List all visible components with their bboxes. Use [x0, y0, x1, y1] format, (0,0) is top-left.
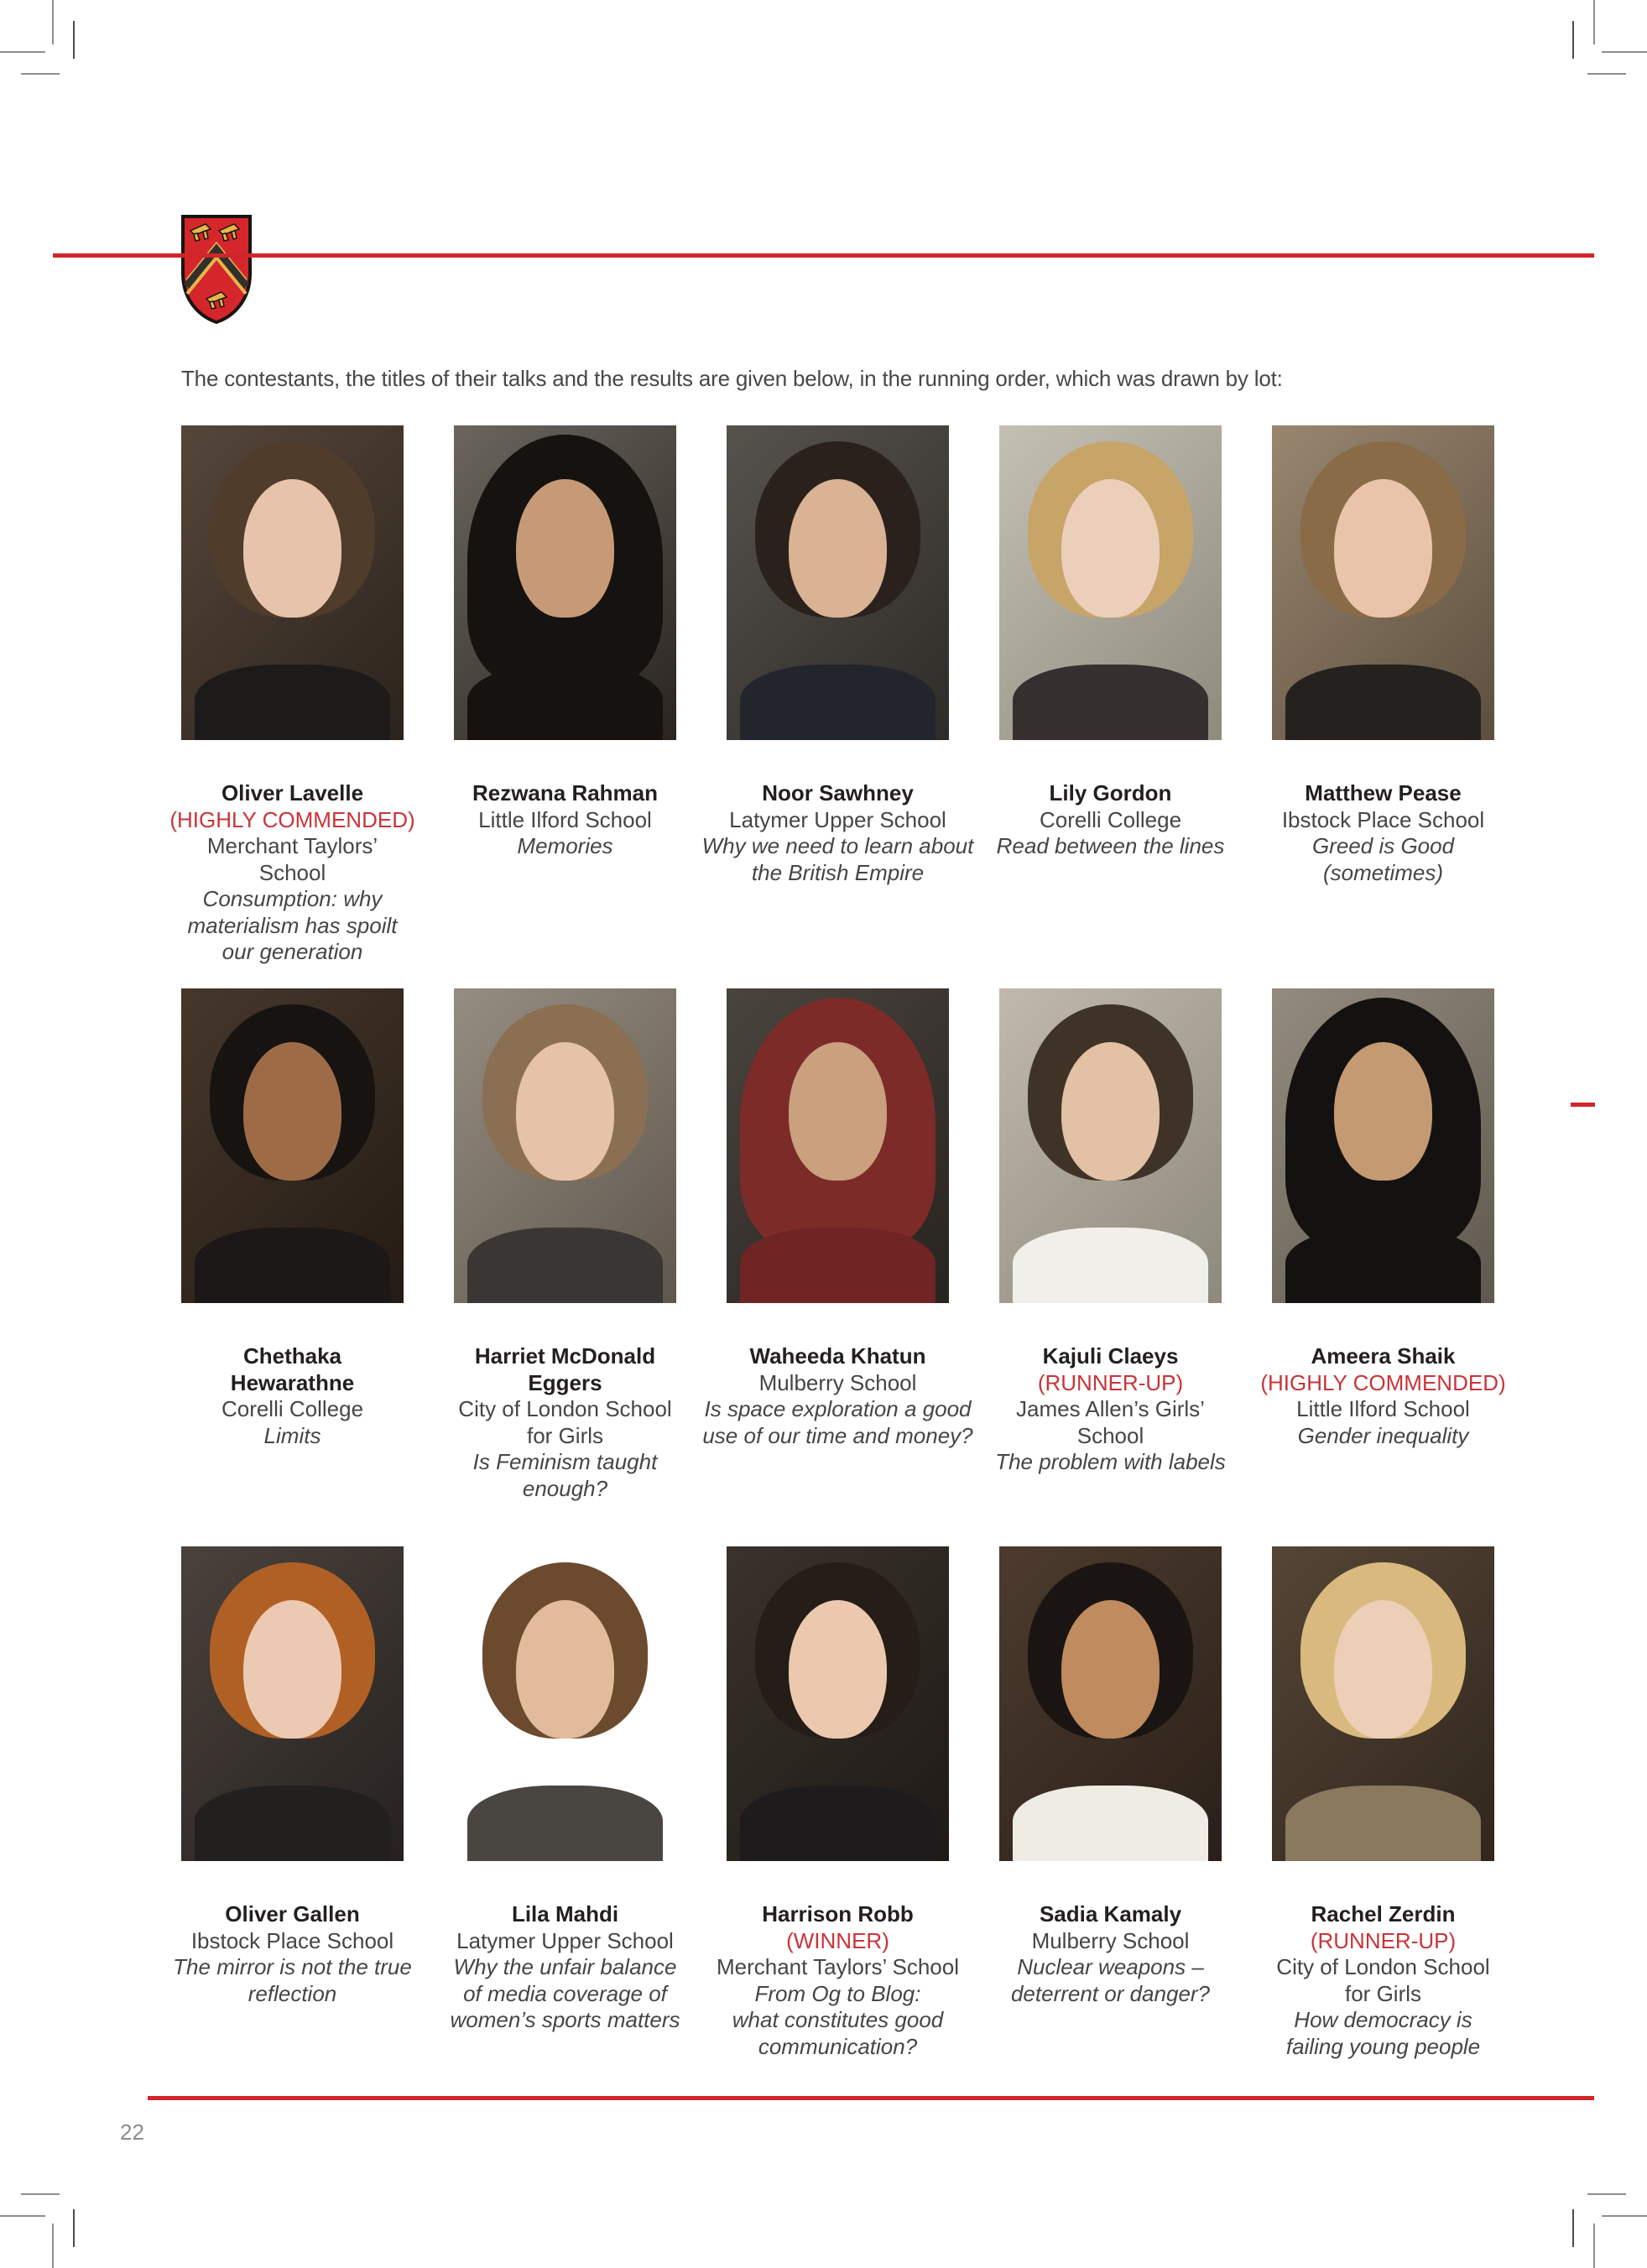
contestant-name	[154, 1901, 431, 1928]
talk-title	[700, 1396, 977, 1449]
portrait-shoulders	[1285, 665, 1481, 740]
crop-mark	[1602, 51, 1647, 53]
portrait-shoulders	[1285, 1786, 1481, 1861]
school-name-line: James Allen’s Girls’	[1016, 1396, 1205, 1421]
portrait-face	[516, 479, 614, 618]
crop-mark	[1602, 2215, 1647, 2217]
contestant-name	[427, 1901, 704, 1928]
school-name-line: Latymer Upper School	[729, 806, 946, 832]
award-label: (WINNER)	[786, 1927, 889, 1953]
talk-title-line: The problem with labels	[995, 1449, 1226, 1474]
crop-mark	[73, 2209, 75, 2247]
school-name-line: Merchant Taylors’ School	[716, 1954, 960, 1979]
school-name	[972, 1396, 1249, 1449]
portrait-face	[1334, 1042, 1432, 1181]
contestant-name-line: Lila Mahdi	[511, 1901, 619, 1926]
portrait-photo	[454, 425, 676, 740]
school-name	[1245, 807, 1522, 834]
contestant-card	[1272, 425, 1494, 966]
school-name	[700, 1370, 977, 1397]
portrait-photo	[181, 988, 404, 1303]
contestant-name-line: Ameera Shaik	[1311, 1343, 1456, 1369]
portrait-shoulders	[1285, 1228, 1481, 1303]
talk-title	[154, 886, 431, 966]
school-name-line: City of London School	[1276, 1954, 1490, 1979]
talk-title-line: Is Feminism taught	[472, 1449, 658, 1474]
school-name	[700, 807, 977, 834]
portrait-face	[243, 1600, 341, 1739]
portrait-photo	[1272, 1546, 1494, 1861]
portrait-photo	[454, 1546, 676, 1861]
talk-title-line: reflection	[248, 1980, 337, 2006]
portrait-shoulders	[467, 1228, 663, 1303]
portrait-face	[243, 1042, 341, 1181]
talk-title	[427, 1954, 704, 2034]
talk-title-line: How democracy is	[1294, 2007, 1472, 2032]
contestant-card	[173, 1546, 412, 2060]
talk-title	[427, 1449, 704, 1502]
school-name-line: for Girls	[527, 1422, 603, 1448]
contestant-name	[972, 1901, 1249, 1928]
crop-mark	[21, 73, 60, 75]
contestant-card	[1272, 1546, 1494, 2060]
talk-title-line: failing young people	[1285, 2033, 1481, 2059]
page-number: 22	[120, 2119, 144, 2145]
award-label: (HIGHLY COMMENDED)	[169, 806, 415, 832]
school-name	[427, 1396, 704, 1449]
school-crest-icon	[180, 213, 253, 326]
talk-title	[972, 1954, 1249, 2007]
school-name	[154, 1928, 431, 1955]
talk-title-line: From Og to Blog:	[754, 1980, 921, 2006]
talk-title-line: (sometimes)	[1322, 859, 1443, 885]
crop-mark	[1572, 2209, 1574, 2247]
school-name	[972, 1928, 1249, 1955]
portrait-shoulders	[467, 665, 663, 740]
contestant-name	[1245, 1343, 1522, 1370]
portrait-face	[516, 1042, 614, 1181]
portrait-shoulders	[195, 665, 390, 740]
portrait-photo	[181, 425, 404, 740]
contestant-name	[700, 1343, 977, 1370]
contestant-name-line: Matthew Pease	[1305, 780, 1462, 806]
portrait-shoulders	[195, 1786, 390, 1861]
talk-title-line: Memories	[517, 833, 613, 858]
school-name	[972, 807, 1249, 834]
talk-title	[700, 1981, 977, 2061]
intro-text: The contestants, the titles of their talks and the results are given below, in the running order, which was drawn by lot:	[181, 366, 1283, 391]
talk-title	[1245, 833, 1522, 886]
portrait-photo	[727, 1546, 949, 1861]
school-name	[427, 807, 704, 834]
contestant-name	[427, 1343, 704, 1396]
footer-rule	[148, 2096, 1594, 2100]
portrait-shoulders	[740, 1228, 936, 1303]
contestant-card	[702, 988, 973, 1502]
portrait-photo	[999, 1546, 1222, 1861]
talk-title-line: materialism has spoilt	[187, 912, 398, 938]
portrait-photo	[181, 1546, 404, 1861]
contestant-name	[972, 1343, 1249, 1370]
portrait-face	[1334, 1600, 1432, 1739]
portrait-face	[1334, 479, 1432, 618]
portrait-photo	[727, 425, 949, 740]
contestant-row-2	[181, 988, 1506, 1502]
talk-title	[700, 833, 977, 886]
school-name-line: Ibstock Place School	[190, 1927, 394, 1953]
award-label: (RUNNER-UP)	[1310, 1927, 1457, 1953]
talk-title-line: communication?	[758, 2033, 918, 2059]
crop-mark	[73, 21, 75, 59]
school-name-line: City of London School	[458, 1396, 672, 1421]
contestant-caption	[154, 780, 431, 966]
contestant-caption	[427, 1901, 704, 2034]
talk-title	[972, 1449, 1249, 1476]
crop-mark	[1593, 0, 1595, 44]
contestant-name	[154, 780, 431, 807]
school-name-line: Merchant Taylors’	[206, 833, 378, 858]
contestant-row-3	[173, 1546, 1494, 2060]
contestant-name-line: Kajuli Claeys	[1042, 1343, 1179, 1369]
crop-mark	[0, 51, 45, 53]
contestant-name-line: Waheeda Khatun	[749, 1343, 926, 1369]
talk-title-line: Nuclear weapons –	[1017, 1954, 1204, 1979]
school-name-line: Latymer Upper School	[456, 1927, 674, 1953]
crop-mark	[0, 2215, 45, 2217]
portrait-photo	[1272, 425, 1494, 740]
header-rule	[53, 253, 1594, 258]
school-name	[1245, 1954, 1522, 2007]
contestant-caption	[427, 780, 704, 860]
talk-title-line: Greed is Good	[1311, 833, 1455, 858]
contestant-name	[154, 1343, 431, 1396]
contestant-card	[169, 425, 415, 966]
contestant-name-line: Eggers	[528, 1369, 602, 1395]
school-name-line: Corelli College	[1039, 806, 1182, 832]
talk-title-line: our generation	[222, 939, 363, 964]
talk-title-line: Read between the lines	[996, 833, 1225, 858]
crop-mark	[1587, 2193, 1626, 2195]
school-name-line: Little Ilford School	[1296, 1396, 1470, 1421]
contestant-caption	[700, 1901, 977, 2060]
portrait-face	[243, 479, 341, 618]
contestant-caption	[972, 1343, 1249, 1476]
school-name	[427, 1928, 704, 1955]
portrait-shoulders	[195, 1228, 390, 1303]
contestant-name	[1245, 780, 1522, 807]
contestant-caption	[1245, 1901, 1522, 2060]
portrait-face	[789, 479, 887, 618]
contestant-card	[181, 988, 404, 1502]
contestant-card	[716, 1546, 960, 2060]
portrait-shoulders	[1013, 1786, 1208, 1861]
talk-title	[1245, 2007, 1522, 2060]
contestant-name	[700, 1901, 977, 1928]
contestant-row-1	[169, 425, 1494, 966]
section-mark	[1571, 1103, 1595, 1107]
talk-title-line: Why the unfair balance	[453, 1954, 677, 1979]
contestant-name-line: Rachel Zerdin	[1311, 1901, 1456, 1926]
school-name	[1245, 1396, 1522, 1423]
portrait-face	[1061, 479, 1160, 618]
talk-title-line: Limits	[263, 1422, 321, 1448]
talk-title-line: deterrent or danger?	[1010, 1980, 1211, 2006]
talk-title-line: Is space exploration a good	[704, 1396, 972, 1421]
talk-title	[427, 833, 704, 860]
talk-title	[154, 1423, 431, 1450]
portrait-shoulders	[467, 1786, 663, 1861]
portrait-photo	[727, 988, 949, 1303]
portrait-shoulders	[740, 1786, 936, 1861]
talk-title-line: of media coverage of	[463, 1980, 667, 2006]
award-label: (HIGHLY COMMENDED)	[1260, 1369, 1506, 1395]
portrait-photo	[1272, 988, 1494, 1303]
talk-title	[972, 833, 1249, 860]
contestant-card	[995, 988, 1226, 1502]
contestant-name	[427, 780, 704, 807]
crop-mark	[52, 2224, 54, 2268]
contestant-name-line: Oliver Lavelle	[221, 780, 364, 806]
contestant-card	[454, 988, 676, 1502]
school-name-line: Little Ilford School	[478, 806, 652, 832]
contestant-name-line: Noor Sawhney	[762, 780, 914, 806]
contestant-name-line: Chethaka	[242, 1343, 342, 1369]
portrait-shoulders	[740, 665, 936, 740]
contestant-caption	[972, 780, 1249, 860]
talk-title-line: the British Empire	[751, 859, 925, 885]
talk-title-line: what constitutes good	[732, 2007, 944, 2032]
contestant-caption	[1245, 1343, 1522, 1449]
crop-mark	[21, 2193, 60, 2195]
contestant-name-line: Harrison Robb	[762, 1901, 914, 1926]
contestant-name	[1245, 1901, 1522, 1928]
contestant-name	[700, 780, 977, 807]
talk-title-line: enough?	[522, 1475, 608, 1501]
contestant-card	[996, 425, 1225, 966]
contestant-card	[701, 425, 974, 966]
talk-title-line: The mirror is not the true	[173, 1954, 412, 1979]
portrait-face	[789, 1042, 887, 1181]
talk-title-line: Gender inequality	[1297, 1422, 1469, 1448]
school-name-line: Mulberry School	[758, 1369, 917, 1395]
crop-mark	[1587, 73, 1626, 75]
portrait-shoulders	[1013, 665, 1208, 740]
portrait-face	[1061, 1042, 1160, 1181]
school-name	[154, 1396, 431, 1423]
contestant-name-line: Hewarathne	[230, 1369, 355, 1395]
portrait-face	[789, 1600, 887, 1739]
talk-title-line: women’s sports matters	[450, 2007, 680, 2032]
school-name	[700, 1954, 977, 1981]
contestant-card	[999, 1546, 1222, 2060]
contestant-caption	[700, 780, 977, 886]
school-name-line: School	[258, 859, 326, 885]
crop-mark	[1572, 21, 1574, 59]
award-label: (RUNNER-UP)	[1037, 1369, 1184, 1395]
contestant-name-line: Sadia Kamaly	[1039, 1901, 1182, 1926]
school-name-line: for Girls	[1345, 1980, 1421, 2006]
portrait-photo	[999, 425, 1222, 740]
portrait-face	[516, 1600, 614, 1739]
school-name-line: School	[1076, 1422, 1144, 1448]
contestant-caption	[427, 1343, 704, 1502]
crop-mark	[1593, 2224, 1595, 2268]
contestant-caption	[972, 1901, 1249, 2007]
school-name-line: Corelli College	[221, 1396, 364, 1421]
talk-title	[1245, 1423, 1522, 1450]
contestant-name-line: Rezwana Rahman	[472, 780, 659, 806]
school-name	[154, 833, 431, 886]
contestant-name-line: Lily Gordon	[1049, 780, 1172, 806]
portrait-face	[1061, 1600, 1160, 1739]
contestant-name	[972, 780, 1249, 807]
portrait-photo	[454, 988, 676, 1303]
talk-title-line: use of our time and money?	[702, 1422, 973, 1448]
contestant-name-line: Oliver Gallen	[225, 1901, 360, 1926]
contestant-card	[454, 425, 676, 966]
talk-title-line: Consumption: why	[202, 886, 383, 911]
talk-title-line: Why we need to learn about	[701, 833, 974, 858]
contestant-caption	[154, 1343, 431, 1449]
school-name-line: Ibstock Place School	[1281, 806, 1485, 832]
contestant-caption	[1245, 780, 1522, 886]
contestant-caption	[154, 1901, 431, 2007]
portrait-shoulders	[1013, 1228, 1208, 1303]
talk-title	[154, 1954, 431, 2007]
contestant-caption	[700, 1343, 977, 1449]
portrait-photo	[999, 988, 1222, 1303]
contestant-name-line: Harriet McDonald	[474, 1343, 656, 1369]
contestant-card	[450, 1546, 680, 2060]
crop-mark	[52, 0, 54, 44]
school-name-line: Mulberry School	[1031, 1927, 1190, 1953]
contestant-card	[1260, 988, 1506, 1502]
